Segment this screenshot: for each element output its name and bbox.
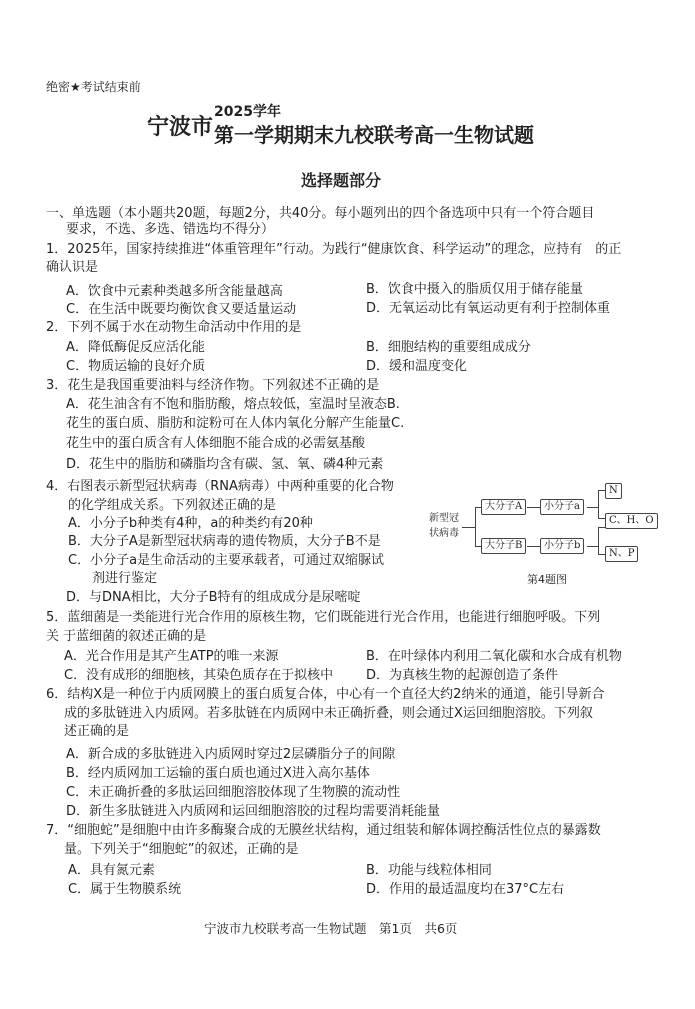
- q6-stem: 成的多肽链进入内质网。若多肽链在内质网中未正确折叠，则会通过X运回细胞溶胶。下列叙: [64, 706, 593, 721]
- q6-stem: 6．结构X是一种位于内质网膜上的蛋白质复合体，中心有一个直径大约2纳米的通道，能引导新合: [46, 687, 605, 702]
- section-title: 选择题部分: [301, 171, 382, 190]
- q1-stem: 确认识是: [46, 260, 99, 275]
- q2-option-c: C．物质运输的良好介质: [66, 359, 206, 374]
- fig-cho: C、H、O: [605, 513, 658, 529]
- page-title: 第一学期期末九校联考高一生物试题: [214, 123, 534, 147]
- q2-stem: 2．下列不属于水在动物生命活动中作用的是: [46, 320, 302, 335]
- q3-line: D．花生中的脂肪和磷脂均含有碳、氢、氧、磷4种元素: [66, 457, 384, 472]
- fig-n: N: [605, 483, 622, 499]
- q5-option-a: A．光合作用是其产生ATP的唯一来源: [64, 649, 279, 664]
- q4-option-c: 剂进行鉴定: [92, 571, 158, 586]
- q7-option-b: B．功能与线粒体相同: [366, 863, 492, 878]
- q2-option-b: B．细胞结构的重要组成成分: [366, 340, 531, 355]
- page-footer: 宁波市九校联考高一生物试题 第1页 共6页: [204, 921, 458, 936]
- q2-option-a: A．降低酶促反应活化能: [66, 340, 205, 355]
- q4-option-a: A．小分子b种类有4种，a的种类约有20种: [68, 516, 313, 531]
- q3-stem: 3．花生是我国重要油料与经济作物。下列叙述不正确的是: [46, 378, 380, 393]
- q7-option-a: A．具有氮元素: [68, 863, 155, 878]
- fig-virus: 状病毒: [429, 528, 459, 539]
- q5-option-d: D．为真核生物的起源创造了条件: [366, 668, 559, 683]
- q5-stem: 关 于蓝细菌的叙述正确的是: [46, 629, 207, 644]
- q5-option-c: C．没有成形的细胞核，其染色质存在于拟核中: [64, 668, 334, 683]
- q7-option-c: C．属于生物膜系统: [68, 882, 182, 897]
- q7-stem: 量。下列关于“细胞蛇”的叙述，正确的是: [64, 842, 299, 857]
- q6-option-a: A．新合成的多肽链进入内质网时穿过2层磷脂分子的间隙: [66, 747, 396, 762]
- q1-option-c: C．在生活中既要均衡饮食又要适量运动: [66, 302, 297, 317]
- fig-small-a: 小分子a: [540, 499, 584, 515]
- intro-line: 一、单选题（本小题共20题，每题2分，共40分。每小题列出的四个备选项中只有一个符合题目: [46, 206, 595, 221]
- q6-option-b: B．经内质网加工运输的蛋白质也通过X进入高尔基体: [66, 766, 370, 781]
- q4-option-d: D．与DNA相比，大分子B特有的组成成分是尿嘧啶: [66, 590, 361, 605]
- q4-stem: 4．右图表示新型冠状病毒（RNA病毒）中两种重要的化合物: [46, 479, 394, 494]
- title-city: 宁波市: [147, 115, 214, 140]
- q2-option-d: D．缓和温度变化: [366, 359, 468, 374]
- q4-stem: 的化学组成关系。下列叙述正确的是: [68, 498, 277, 513]
- q1-option-d: D．无氧运动比有氧运动更有利于控制体重: [366, 301, 611, 316]
- fig-small-b: 小分子b: [540, 538, 584, 554]
- q1-option-a: A．饮食中元素种类越多所含能量越高: [66, 284, 283, 299]
- q4-option-c: C．小分子a是生命活动的主要承载者，可通过双缩脲试: [68, 553, 385, 568]
- q3-line: A．花生油含有不饱和脂肪酸，熔点较低，室温时呈液态B.: [66, 397, 400, 412]
- fig-np: N、P: [605, 546, 638, 562]
- fig-macro-a: 大分子A: [481, 499, 526, 515]
- q3-line: 花生中的蛋白质含有人体细胞不能合成的必需氨基酸: [66, 436, 366, 451]
- q1-stem: 1．2025年，国家持续推进“体重管理年”行动。为践行“健康饮食、科学运动”的理念，应持有 的正: [46, 242, 622, 257]
- q1-option-b: B．饮食中摄入的脂质仅用于储存能量: [366, 282, 583, 297]
- intro-line: 要求，不选、多选、错选均不得分）: [66, 222, 275, 237]
- q6-option-c: C．未正确折叠的多肽运回细胞溶胶体现了生物膜的流动性: [66, 785, 401, 800]
- fig-virus: 新型冠: [429, 513, 459, 524]
- q6-stem: 述正确的是: [64, 724, 130, 739]
- q6-option-d: D．新生多肽链进入内质网和运回细胞溶胶的过程均需要消耗能量: [66, 804, 441, 819]
- q7-option-d: D．作用的最适温度均在37°C左右: [366, 882, 565, 897]
- title-year: 2025学年: [214, 104, 281, 120]
- fig-caption: 第4题图: [527, 573, 567, 586]
- q3-line: 花生的蛋白质、脂肪和淀粉可在人体内氧化分解产生能量C.: [66, 416, 405, 431]
- q5-stem: 5．蓝细菌是一类能进行光合作用的原核生物，它们既能进行光合作用，也能进行细胞呼吸。下列: [46, 610, 601, 625]
- secret-label: 绝密★考试结束前: [46, 80, 141, 94]
- fig-macro-b: 大分子B: [481, 538, 526, 554]
- q4-option-b: B．大分子A是新型冠状病毒的遗传物质，大分子B不是: [68, 534, 381, 549]
- q7-stem: 7．“细胞蛇”是细胞中由许多酶聚合成的无膜丝状结构，通过组装和解体调控酶活性位点的暴露数: [46, 823, 601, 838]
- q5-option-b: B．在叶绿体内利用二氧化碳和水合成有机物: [366, 649, 622, 664]
